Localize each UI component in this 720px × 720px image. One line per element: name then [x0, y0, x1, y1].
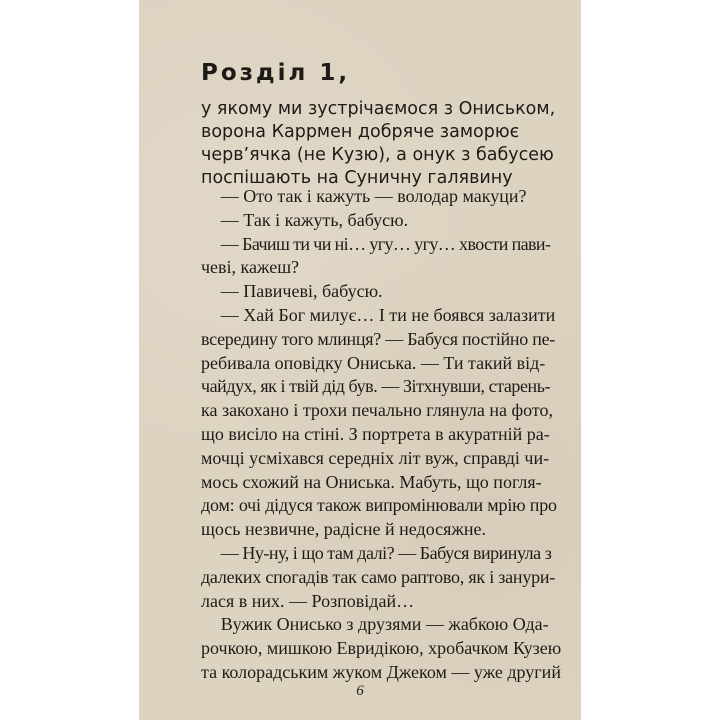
- text-line: — Так і кажуть, бабусю.: [220, 209, 409, 230]
- text-line: — Хай Бог милує… І ти не боявся залазити: [220, 304, 556, 325]
- text-line: дом: очі дідуся також випромінювали мрію про: [201, 495, 557, 516]
- body-text: [201, 185, 561, 685]
- book-page: [139, 0, 581, 720]
- subtitle-line: черв’ячка (не Кузю), а онук з бабусею: [201, 145, 554, 165]
- text-line: ка закохано і трохи печально глянула на фото,: [201, 400, 554, 421]
- text-line: рочкою, мишкою Евридікою, хробачком Кузею: [201, 638, 562, 659]
- text-line: мось схожий на Ониська. Мабуть, що погля-: [201, 471, 542, 492]
- text-line: далеких спогадів так само раптово, як і занури-: [201, 566, 556, 587]
- subtitle-line: ворона Каррмен добряче заморює: [201, 122, 520, 142]
- text-line: та колорадським жуком Джеком — уже другий: [201, 661, 561, 682]
- text-line: — Ну-ну, і що там далі? — Бабуся виринула з: [220, 542, 552, 563]
- text-line: — Павичеві, бабусю.: [220, 281, 383, 302]
- text-line: всередину того млинця? — Бабуся постійно пе-: [201, 328, 556, 349]
- text-line: мочці усміхався середніх літ вуж, справді чи-: [201, 447, 550, 468]
- text-line: ребивала оповідку Ониська. — Ти такий від-: [201, 352, 546, 373]
- text-line: Вужик Онисько з друзями — жабкою Ода-: [220, 614, 549, 635]
- text-line: — Ото так і кажуть — володар макуци?: [220, 186, 527, 206]
- chapter-subtitle: [201, 98, 581, 190]
- text-line: що висіло на стіні. З портрета в акуратній ра-: [201, 423, 550, 444]
- text-line: щось незвичне, радісне й недосяжне.: [201, 519, 486, 540]
- text-line: лася в них. — Розповідай…: [201, 590, 415, 611]
- text-line: — Бачиш ти чи ні… угу… угу… хвости пави-: [220, 233, 551, 254]
- text-line: чеві, кажеш?: [201, 257, 300, 278]
- text-line: чайдух, як і твій дід був. — Зітхнувши, старень-: [201, 376, 551, 397]
- chapter-title: Розділ 1,: [201, 60, 351, 86]
- subtitle-line: поспішають на Суничну галявину: [201, 168, 513, 188]
- subtitle-line: у якому ми зустрічаємося з Ониськом,: [201, 99, 556, 119]
- page-number: 6: [356, 683, 364, 699]
